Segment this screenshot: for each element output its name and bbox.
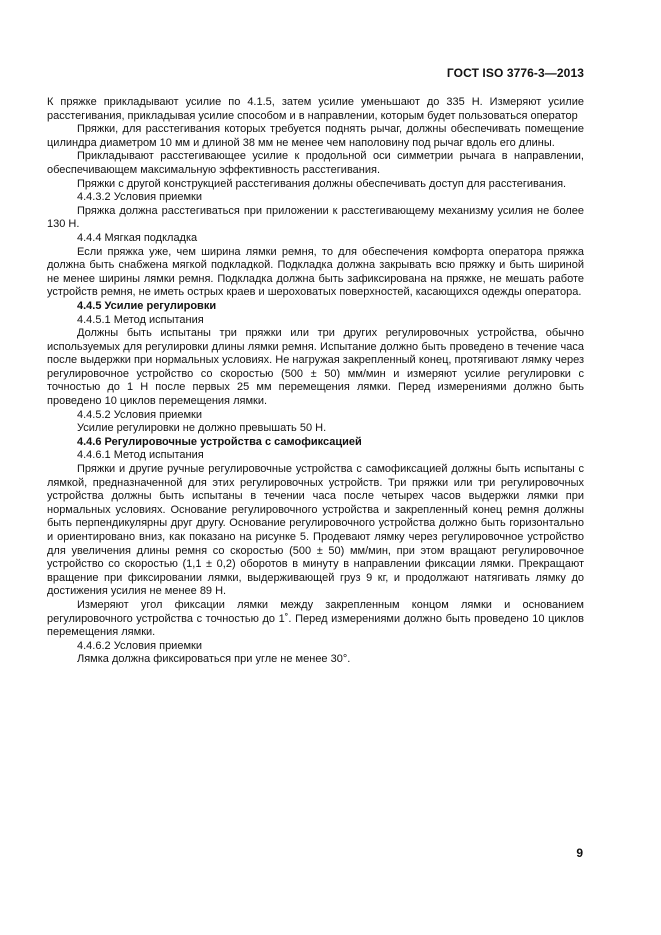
paragraph: Должны быть испытаны три пряжки или три других регулировочных устройства, обычно используемых для регулировки длины лямки ремня. Испытание должно быть проведено в течение часа после выдержки при нормальных условиях. Не нагружая закрепленный конец, протягивают лямку через регулировочное устройство со скоростью (500 ± 50) мм/мин и измеряют усилие регулировки с точностью до 1 Н после первых 25 мм перемещения лямки. Перед измерениями должно быть проведено 10 циклов перемещения лямки. <box>47 327 584 408</box>
subsection-heading: 4.4.3.2 Условия приемки <box>77 191 202 204</box>
paragraph: Пряжки с другой конструкцией расстегивания должны обеспечивать доступ для расстегивания. <box>77 177 567 190</box>
subsection-heading: 4.4.6.1 Метод испытания <box>77 449 204 462</box>
document-code: ГОСТ ISO 3776-3—2013 <box>446 66 584 80</box>
section-heading: 4.4.6 Регулировочные устройства с самофиксацией <box>77 435 362 448</box>
subsection-heading: 4.4.4 Мягкая подкладка <box>77 231 198 244</box>
paragraph: Если пряжка уже, чем ширина лямки ремня, то для обеспечения комфорта оператора пряжка должна быть снабжена мягкой подкладкой. Подкладка должна закрывать всю пряжку и быть шириной не менее ширины лямки ремня. Подкладка должна быть зафиксирована на пряжке, не мешать работе устройств ремня, не иметь острых краев и шероховатых поверхностей, касающихся одежды оператора. <box>47 245 584 299</box>
paragraph: Лямка должна фиксироваться при угле не менее 30°. <box>77 653 351 666</box>
subsection-heading: 4.4.5.2 Условия приемки <box>77 408 202 421</box>
paragraph: Пряжки и другие ручные регулировочные устройства с самофиксацией должны быть испытаны с лямкой, предназначенной для этих регулировочных устройств. Три пряжки или три регулировочных устройства должны быть испытаны в течении часа после четырех часов выдержки лямки при нормальных условиях. Основание регулировочного устройства и закрепленный конец ремня должны быть перпендикулярны друг другу. Основание регулировочного устройства должно быть горизонтально и ориентировано вниз, как показано на рисунке 5. Продевают лямку через регулировочное устройство для увеличения длины ремня со скоростью (500 ± 50) мм/мин, при этом вращают регулировочное устройство со скоростью (1,1 ± 0,2) оборотов в минуту в направлении фиксации лямки. Прекращают вращение при фиксировании лямки, выдерживающей груз 9 кг, и продолжают натягивать лямку до достижения усилия не менее 89 Н. <box>47 463 584 598</box>
subsection-heading: 4.4.6.2 Условия приемки <box>77 639 202 652</box>
paragraph: Измеряют угол фиксации лямки между закрепленным концом лямки и основанием регулировочного устройства с точностью до 1˚. Перед измерениями должно быть проведено 10 циклов перемещения лямки. <box>47 598 584 639</box>
paragraph: Пряжки, для расстегивания которых требуется поднять рычаг, должны обеспечивать помещение цилиндра диаметром 10 мм и длиной 38 мм не менее чем наполовину под рычаг вдоль его длины. <box>47 123 584 149</box>
section-heading: 4.4.5 Усилие регулировки <box>77 299 217 312</box>
paragraph: К пряжке прикладывают усилие по 4.1.5, затем усилие уменьшают до 335 Н. Измеряют усилие расстегивания, прикладывая усилие способом и в направлении, которым будет пользоваться оператор <box>47 96 584 122</box>
paragraph: Усилие регулировки не должно превышать 50 Н. <box>77 422 327 435</box>
paragraph: Прикладывают расстегивающее усилие к продольной оси симметрии рычага в направлении, обеспечивающем максимальную эффективность расстегивания. <box>47 150 584 176</box>
page-body <box>47 96 584 667</box>
page-number: 9 <box>576 846 583 860</box>
paragraph: Пряжка должна расстегиваться при приложении к расстегивающему механизму усилия не более 130 Н. <box>47 204 584 231</box>
subsection-heading: 4.4.5.1 Метод испытания <box>77 313 204 326</box>
